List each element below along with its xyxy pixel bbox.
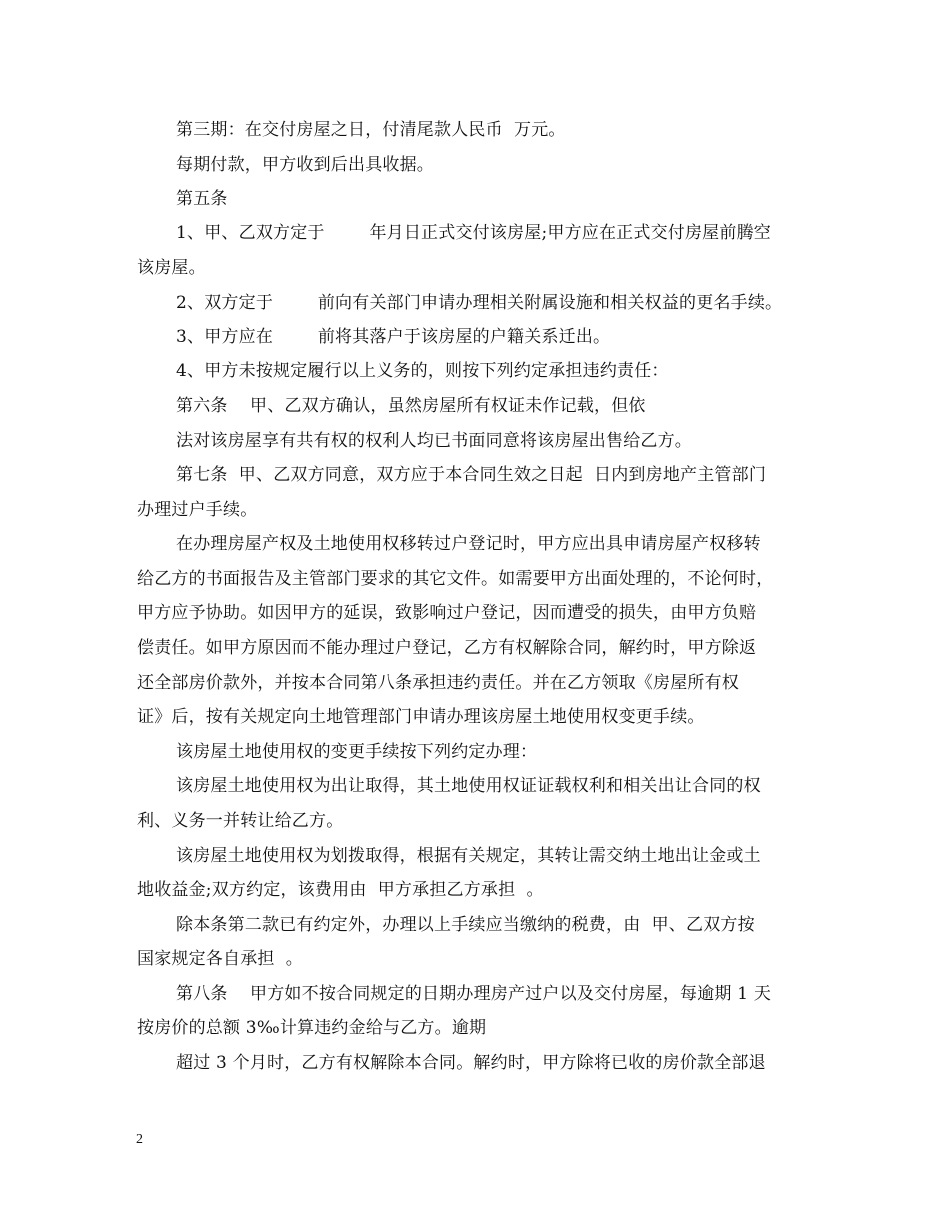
paragraph-line: 3、甲方应在 前将其落户于该房屋的户籍关系迁出。 — [176, 327, 611, 347]
paragraph-line: 1、甲、乙双方定于 年月日正式交付该房屋;甲方应在正式交付房屋前腾空 — [176, 223, 771, 243]
paragraph-line: 偿责任。如甲方原因而不能办理过户登记，乙方有权解除合同，解约时，甲方除返 — [137, 638, 757, 658]
page-number: 2 — [136, 1132, 143, 1147]
paragraph-line: 4、甲方未按规定履行以上义务的，则按下列约定承担违约责任： — [176, 361, 669, 381]
paragraph-line: 该房屋。 — [137, 258, 206, 278]
paragraph-line: 还全部房价款外，并按本合同第八条承担违约责任。并在乙方领取《房屋所有权 — [137, 673, 739, 693]
paragraph-line: 该房屋土地使用权为划拨取得，根据有关规定，其转让需交纳土地出让金或土 — [176, 846, 761, 866]
paragraph-line: 地收益金;双方约定，该费用由 甲方承担乙方承担 。 — [137, 880, 544, 900]
paragraph-line: 2、双方定于 前向有关部门申请办理相关附属设施和相关权益的更名手续。 — [176, 293, 783, 313]
paragraph-line: 给乙方的书面报告及主管部门要求的其它文件。如需要甲方出面处理的，不论何时， — [137, 569, 774, 589]
paragraph-line: 第三期：在交付房屋之日，付清尾款人民币 万元。 — [176, 120, 566, 140]
paragraph-line: 超过 3 个月时，乙方有权解除本合同。解约时，甲方除将已收的房价款全部退 — [176, 1053, 766, 1073]
paragraph-line: 利、义务一并转让给乙方。 — [137, 811, 344, 831]
paragraph-line: 除本条第二款已有约定外，办理以上手续应当缴纳的税费，由 甲、乙双方按 — [176, 915, 755, 935]
paragraph-line: 在办理房屋产权及土地使用权移转过户登记时，甲方应出具申请房屋产权移转 — [176, 534, 761, 554]
paragraph-line: 甲方应予协助。如因甲方的延误，致影响过户登记，因而遭受的损失，由甲方负赔 — [137, 603, 757, 623]
paragraph-line: 该房屋土地使用权为出让取得，其土地使用权证证载权利和相关出让合同的权 — [176, 776, 761, 796]
paragraph-line: 证》后，按有关规定向土地管理部门申请办理该房屋土地使用权变更手续。 — [137, 707, 705, 727]
paragraph-line: 第六条 甲、乙双方确认，虽然房屋所有权证未作记载，但依 — [176, 396, 646, 416]
section-heading: 第五条 — [176, 189, 228, 209]
paragraph-line: 国家规定各自承担 。 — [137, 949, 304, 969]
paragraph-line: 该房屋土地使用权的变更手续按下列约定办理： — [176, 742, 538, 762]
paragraph-line: 按房价的总额 3‰计算违约金给与乙方。逾期 — [137, 1018, 487, 1038]
paragraph-line: 每期付款，甲方收到后出具收据。 — [176, 155, 434, 175]
paragraph-line: 法对该房屋享有共有权的权利人均已书面同意将该房屋出售给乙方。 — [176, 431, 692, 451]
paragraph-line: 办理过户手续。 — [137, 500, 258, 520]
paragraph-line: 第七条 甲、乙双方同意，双方应于本合同生效之日起 日内到房地产主管部门 — [176, 465, 767, 485]
paragraph-line: 第八条 甲方如不按合同规定的日期办理房产过户以及交付房屋，每逾期 1 天 — [176, 984, 772, 1004]
